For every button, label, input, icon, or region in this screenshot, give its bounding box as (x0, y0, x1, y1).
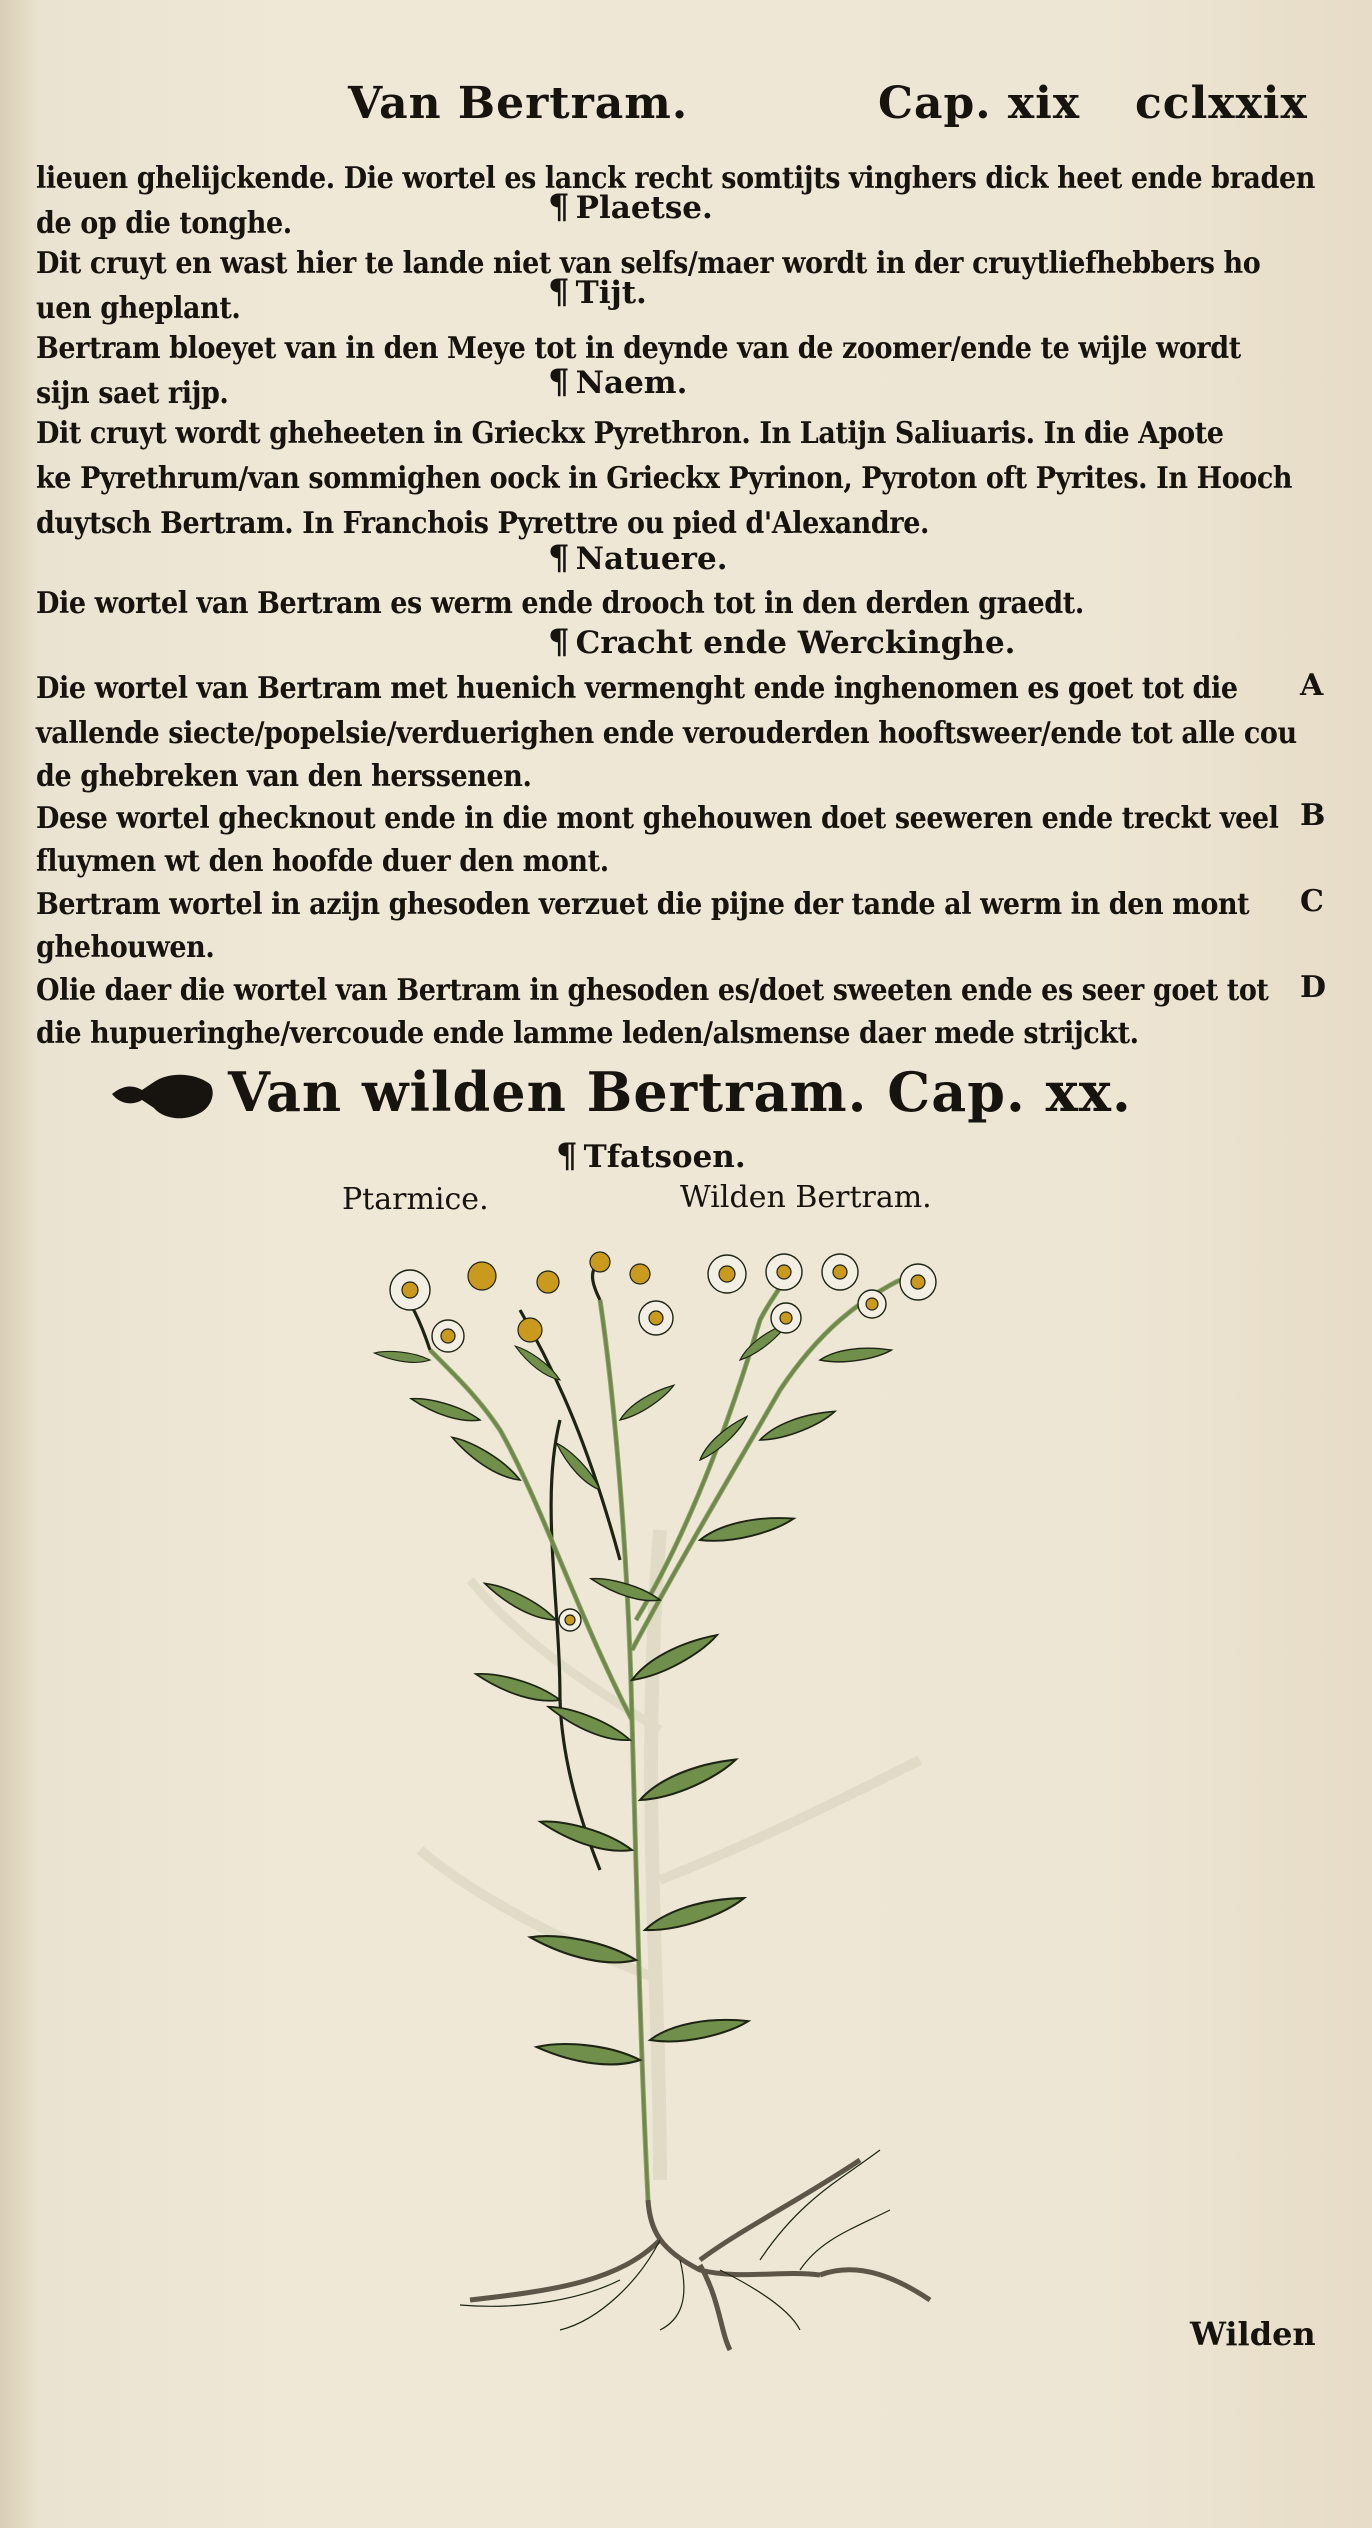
pilcrow-mark: ¶ (548, 187, 570, 227)
rubric-label: Plaetse. (575, 190, 713, 226)
margin-letter: C (1300, 884, 1324, 919)
folio-number: cclxxix (1135, 78, 1308, 129)
figure-label-latin: Ptarmice. (342, 1182, 489, 1217)
body-line: de op die tonghe. (36, 206, 292, 241)
margin-letter: A (1300, 668, 1324, 703)
pilcrow-mark: ¶ (556, 1136, 578, 1176)
body-line: Dit cruyt en wast hier te lande niet van selfs/maer wordt in der cruytliefhebbers ho (36, 246, 1261, 281)
body-line: sijn saet rijp. (36, 376, 229, 411)
body-line: de ghebreken van den herssenen. (36, 759, 532, 794)
body-line: lieuen ghelijckende. Die wortel es lanck recht somtijts vinghers dick heet ende braden (36, 161, 1315, 196)
body-line: ghehouwen. (36, 930, 215, 965)
body-line: Dese wortel ghecknout ende in die mont ghehouwen doet seeweren ende treckt veel (36, 801, 1279, 836)
rubric-label: Tijt. (575, 275, 647, 311)
figure-label-vernacular: Wilden Bertram. (680, 1180, 932, 1215)
body-line: Bertram wortel in azijn ghesoden verzuet die pijne der tande al werm in den mont (36, 887, 1250, 922)
pilcrow-mark: ¶ (548, 622, 570, 662)
running-title: Van Bertram. (348, 78, 689, 129)
catchword: Wilden (1190, 2315, 1316, 2353)
body-line: fluymen wt den hoofde duer den mont. (36, 844, 609, 879)
chapter-heading: Van wilden Bertram. Cap. xx. (228, 1060, 1132, 1124)
body-line: Bertram bloeyet van in den Meye tot in deynde van de zoomer/ende te wijle wordt (36, 331, 1241, 366)
body-line: Die wortel van Bertram met huenich vermenght ende inghenomen es goet tot die (36, 671, 1238, 706)
body-line: uen gheplant. (36, 291, 241, 326)
body-line: Die wortel van Bertram es werm ende drooch tot in den derden graedt. (36, 586, 1084, 621)
body-line: vallende siecte/popelsie/verduerighen ende verouderden hooftsweer/ende tot alle cou (36, 716, 1297, 751)
body-line: Olie daer die wortel van Bertram in ghesoden es/doet sweeten ende es seer goet tot (36, 973, 1269, 1008)
pilcrow-mark: ¶ (548, 538, 570, 578)
body-line: Dit cruyt wordt gheheeten in Grieckx Pyrethron. In Latijn Saliuaris. In die Apote (36, 416, 1224, 451)
chapter-reference: Cap. xix (878, 78, 1081, 129)
margin-letter: B (1300, 798, 1326, 833)
rubric-label: Natuere. (575, 541, 728, 577)
rubric-label: Cracht ende Werckinghe. (575, 625, 1016, 661)
body-line: duytsch Bertram. In Franchois Pyrettre ou pied d'Alexandre. (36, 506, 929, 541)
body-line: die hupueringhe/vercoude ende lamme leden/alsmense daer mede strijckt. (36, 1016, 1139, 1051)
pilcrow-mark: ¶ (548, 272, 570, 312)
rubric-label: Naem. (575, 365, 688, 401)
margin-letter: D (1300, 970, 1327, 1005)
pilcrow-mark: ¶ (548, 362, 570, 402)
rubric-label: Tfatsoen. (583, 1139, 746, 1175)
body-line: ke Pyrethrum/van sommighen oock in Grieckx Pyrinon, Pyroton oft Pyrites. In Hooch (36, 461, 1293, 496)
